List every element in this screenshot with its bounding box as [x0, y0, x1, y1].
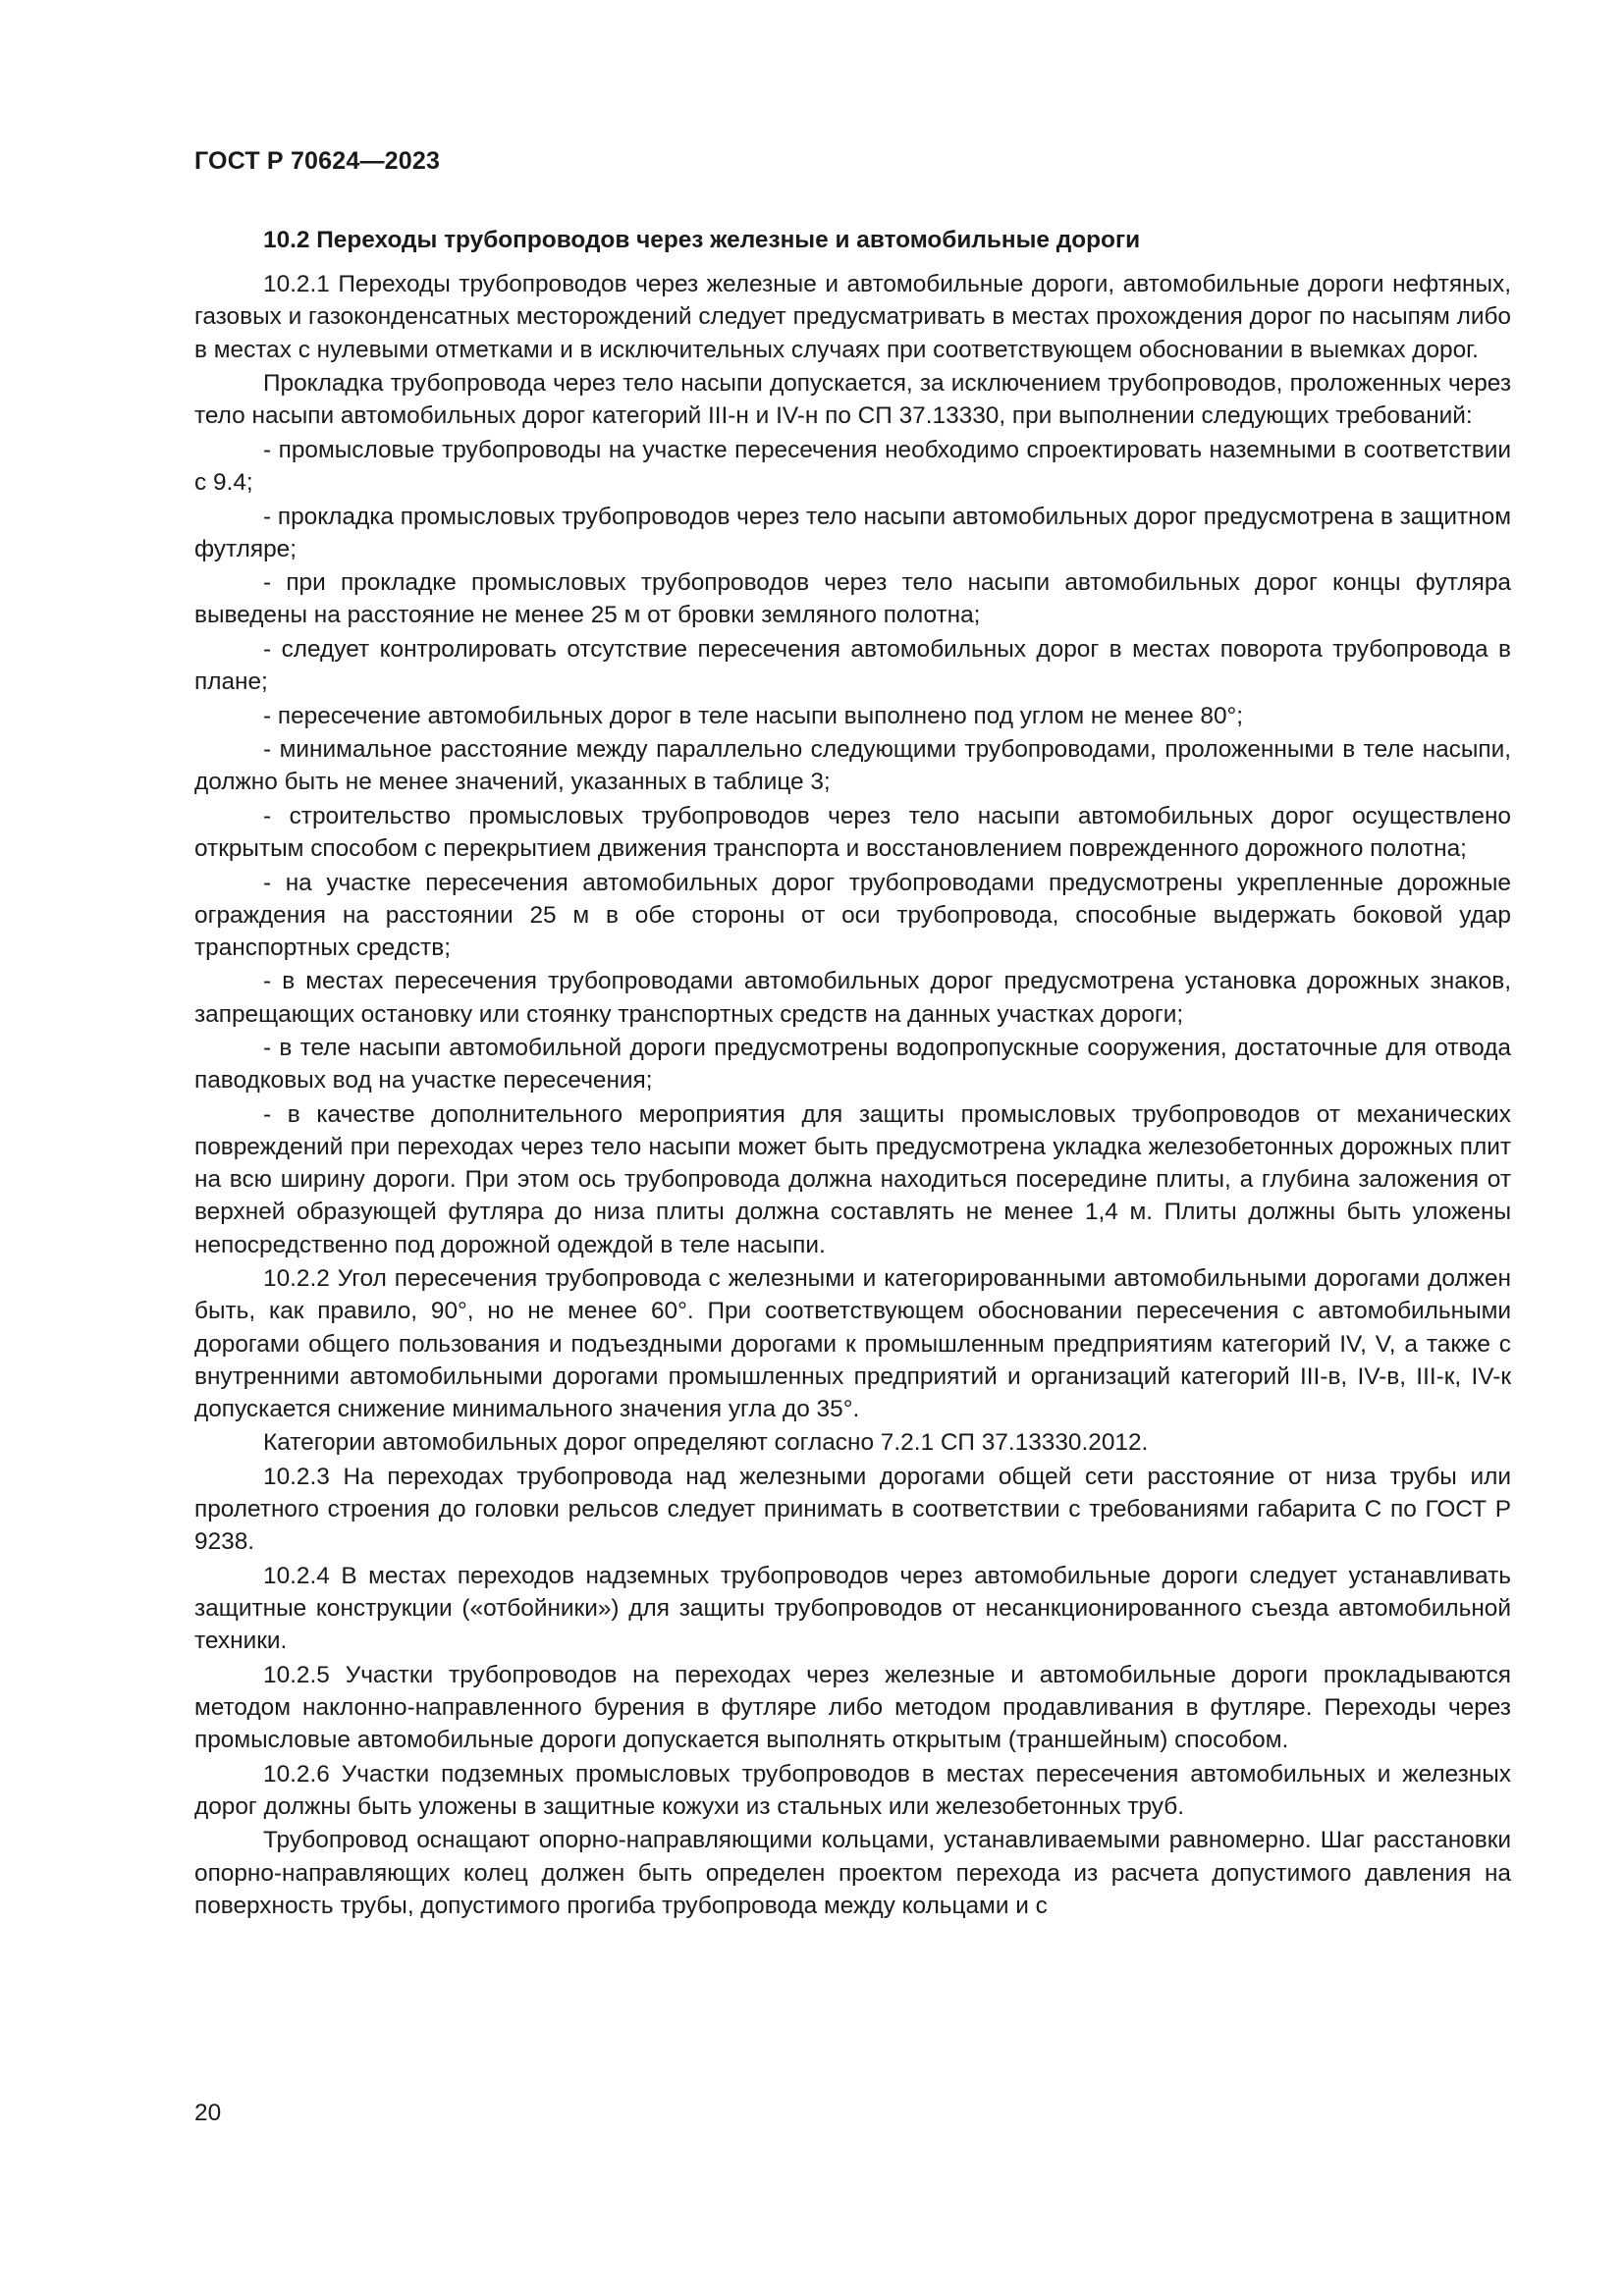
list-item: - при прокладке промысловых трубопроводов через тело насыпи автомобильных дорог концы футляра выведены на расстояние не менее 25 м от бровки земляного полотна;	[194, 569, 1511, 629]
section-title: 10.2 Переходы трубопроводов через железные и автомобильные дороги	[263, 227, 1141, 253]
list-item: - следует контролировать отсутствие пересечения автомобильных дорог в местах поворота трубопровода в плане;	[194, 635, 1511, 696]
paragraph: Трубопровод оснащают опорно-направляющими кольцами, устанавливаемыми равномерно. Шаг расстановки опорно-направляющих колец должен быть определен проектом перехода из расчета допустимого давления на поверхность трубы, допустимого прогиба трубопровода между кольцами и с	[194, 1827, 1511, 1919]
list-item: - прокладка промысловых трубопроводов через тело насыпи автомобильных дорог предусмотрена в защитном футляре;	[194, 503, 1511, 562]
list-item: - строительство промысловых трубопроводов через тело насыпи автомобильных дорог осуществлено открытым способом с перекрытием движения транспорта и восстановлением поврежденного дорожного полотна;	[194, 802, 1511, 863]
list-item: - в теле насыпи автомобильной дороги предусмотрены водопропускные сооружения, достаточные для отвода паводковых вод на участке пересечения;	[194, 1035, 1511, 1095]
paragraph: Категории автомобильных дорог определяют согласно 7.2.1 СП 37.13330.2012.	[263, 1429, 1149, 1457]
paragraph: 10.2.5 Участки трубопроводов на переходах через железные и автомобильные дороги прокладываются методом наклонно-направленного бурения в футляре либо методом продавливания в футляре. Переходы через промысловые автомобильные дороги допускается выполнять открытым (траншейным) способом.	[194, 1661, 1511, 1754]
list-item: - в местах пересечения трубопроводами автомобильных дорог предусмотрена установка дорожных знаков, запрещающих остановку или стоянку транспортных средств на данных участках дороги;	[194, 968, 1511, 1028]
page-number: 20	[194, 2100, 222, 2126]
list-item: - пересечение автомобильных дорог в теле насыпи выполнено под углом не менее 80°;	[263, 702, 1244, 729]
list-item: - на участке пересечения автомобильных дорог трубопроводами предусмотрены укрепленные дорожные ограждения на расстоянии 25 м в обе стороны от оси трубопровода, способные выдержать боковой удар транспортных средств;	[194, 869, 1511, 961]
list-item: - минимальное расстояние между параллельно следующими трубопроводами, проложенными в теле насыпи, должно быть не менее значений, указанных в таблице 3;	[194, 736, 1511, 796]
paragraph: 10.2.3 На переходах трубопровода над железными дорогами общей сети расстояние от низа трубы или пролетного строения до головки рельсов следует принимать в соответствии с требованиями габарита С по ГОСТ Р 9238.	[194, 1463, 1511, 1556]
paragraph: 10.2.4 В местах переходов надземных трубопроводов через автомобильные дороги следует устанавливать защитные конструкции («отбойники») для защиты трубопроводов от несанкционированного съезда автомобильной техники.	[194, 1562, 1511, 1655]
list-item: - в качестве дополнительного мероприятия для защиты промысловых трубопроводов от механических повреждений при переходах через тело насыпи может быть предусмотрена укладка железобетонных дорожных плит на всю ширину дороги. При этом ось трубопровода должна находиться посередине плиты, а глубина заложения от верхней образующей футляра до низа плиты должна составлять не менее 1,4 м. Плиты должны быть уложены непосредственно под дорожной одеждой в теле насыпи.	[194, 1100, 1511, 1258]
list-item: - промысловые трубопроводы на участке пересечения необходимо спроектировать наземными в соответствии с 9.4;	[194, 436, 1511, 497]
page-content	[194, 224, 1511, 1923]
paragraph: 10.2.1 Переходы трубопроводов через железные и автомобильные дороги, автомобильные дороги нефтяных, газовых и газоконденсатных месторождений следует предусматривать в местах прохождения дорог по насыпям либо в местах с нулевыми отметками и в исключительных случаях при соответствующем обосновании в выемках дорог.	[194, 271, 1511, 363]
paragraph-list	[194, 268, 1511, 1922]
paragraph: 10.2.2 Угол пересечения трубопровода с железными и категорированными автомобильными дорогами должен быть, как правило, 90°, но не менее 60°. При соответствующем обосновании пересечения с автомобильными дорогами общего пользования и подъездными дорогами к промышленным предприятиям категорий IV, V, а также с внутренними автомобильными дорогами промышленных предприятий и организаций категорий III-в, IV-в, III-к, IV-к допускается снижение минимального значения угла до 35°.	[194, 1265, 1511, 1422]
paragraph: Прокладка трубопровода через тело насыпи допускается, за исключением трубопроводов, проложенных через тело насыпи автомобильных дорог категорий III-н и IV-н по СП 37.13330, при выполнении следующих требований:	[194, 370, 1511, 430]
paragraph: 10.2.6 Участки подземных промысловых трубопроводов в местах пересечения автомобильных и железных дорог должны быть уложены в защитные кожухи из стальных или железобетонных труб.	[194, 1760, 1511, 1820]
document-header: ГОСТ Р 70624—2023	[194, 147, 441, 175]
